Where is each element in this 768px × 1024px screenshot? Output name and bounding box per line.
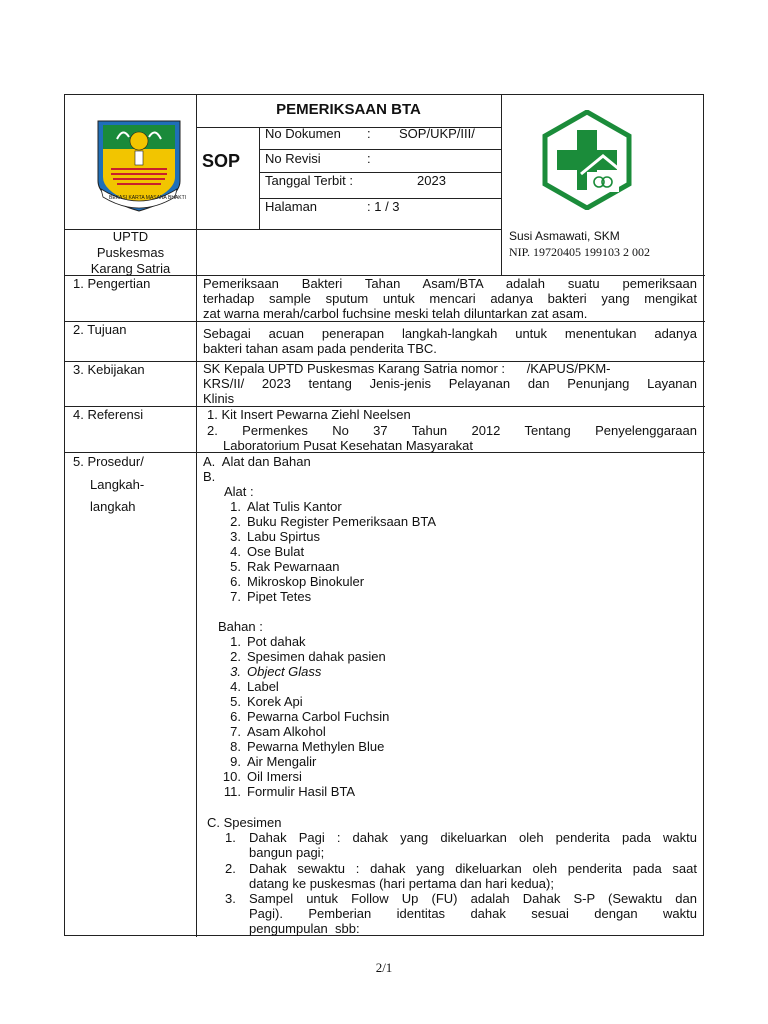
referensi-item-2: 2. Permenkes No 37 Tahun 2012 Tentang Penyelenggaraan xyxy=(207,423,697,438)
list-item: 5. Korek Api xyxy=(230,694,303,709)
tanggal-terbit-label: Tanggal Terbit : xyxy=(265,173,353,188)
bahan-title: Bahan : xyxy=(218,619,263,634)
list-item: 4. Ose Bulat xyxy=(230,544,305,559)
spesimen-number-3: 3. xyxy=(225,891,236,906)
page-number: 2/1 xyxy=(375,960,393,975)
list-item: 7. Asam Alkohol xyxy=(230,724,326,739)
referensi-item-1: 1. Kit Insert Pewarna Ziehl Neelsen xyxy=(207,407,411,422)
puskesmas-logo xyxy=(537,110,637,210)
list-item: 6. Pewarna Carbol Fuchsin xyxy=(230,709,390,724)
bahan-list xyxy=(219,634,619,799)
pengertian-line-3: zat warna merah/carbol fuchsine meski telah diluntarkan zat asam. xyxy=(203,306,588,321)
spesimen-3-line-1: Sampel untuk Follow Up (FU) adalah Dahak S-P (Sewaktu dan xyxy=(249,891,697,906)
section-a-heading: A. Alat dan Bahan xyxy=(203,454,311,469)
list-item: 2. Buku Register Pemeriksaan BTA xyxy=(230,514,437,529)
pengertian-line-2: terhadap sample sputum untuk mencari adanya bakteri yang mengikat xyxy=(203,291,697,306)
list-item: 5. Rak Pewarnaan xyxy=(230,559,340,574)
spesimen-number-1: 1. xyxy=(225,830,236,845)
no-revisi-label: No Revisi xyxy=(265,151,321,166)
prosedur-label-2: Langkah- xyxy=(90,477,145,492)
pengertian-label: 1. Pengertian xyxy=(73,276,151,291)
prosedur-label-1: 5. Prosedur/ xyxy=(73,454,144,469)
bekasi-coat-of-arms-logo xyxy=(95,119,185,215)
list-item: 6. Mikroskop Binokuler xyxy=(230,574,365,589)
spesimen-3-line-2: Pagi). Pemberian identitas dahak sesuai dengan waktu xyxy=(249,906,697,921)
kebijakan-line-2: KRS/II/ 2023 tentang Jenis-jenis Pelayanan dan Penunjang Layanan xyxy=(203,376,697,391)
no-dokumen-sep: : xyxy=(367,126,371,141)
spesimen-2-line-2: datang ke puskesmas (hari pertama dan hari kedua); xyxy=(249,876,554,891)
tujuan-label: 2. Tujuan xyxy=(73,322,127,337)
tujuan-line-1: Sebagai acuan penerapan langkah-langkah untuk menentukan adanya xyxy=(203,326,697,341)
alat-list xyxy=(219,499,619,604)
section-b-heading: B. xyxy=(203,469,216,484)
spesimen-1-line-2: bangun pagi; xyxy=(249,845,325,860)
spesimen-1-line-1: Dahak Pagi : dahak yang dikeluarkan oleh penderita pada waktu xyxy=(249,830,697,845)
no-dokumen-value: SOP/UKP/III/ xyxy=(399,126,475,141)
list-item: 10. Oil Imersi xyxy=(222,769,302,784)
no-revisi-sep: : xyxy=(367,151,371,166)
list-item: 3. Object Glass xyxy=(230,664,322,679)
halaman-label: Halaman xyxy=(265,199,318,214)
unit-line-3: Karang Satria xyxy=(90,261,171,276)
tanggal-terbit-value: 2023 xyxy=(417,173,446,188)
unit-line-2: Puskesmas xyxy=(96,245,165,260)
list-item: 8. Pewarna Methylen Blue xyxy=(230,739,385,754)
logo-motto: BEKASI KARTA MASANA BHAKTI xyxy=(109,195,187,201)
prosedur-label-3: langkah xyxy=(90,499,136,514)
pengertian-line-1: Pemeriksaan Bakteri Tahan Asam/BTA adalah suatu pemeriksaan xyxy=(203,276,697,291)
kebijakan-line-1: SK Kepala UPTD Puskesmas Karang Satria nomor : /KAPUS/PKM- xyxy=(203,361,611,376)
alat-title: Alat : xyxy=(224,484,254,499)
referensi-label: 4. Referensi xyxy=(73,407,144,422)
referensi-item-2-cont: Laboratorium Pusat Kesehatan Masyarakat xyxy=(223,438,474,453)
section-c-heading: C. Spesimen xyxy=(207,815,282,830)
tujuan-line-2: bakteri tahan asam pada penderita TBC. xyxy=(203,341,437,356)
document-title: PEMERIKSAAN BTA xyxy=(276,101,421,118)
spesimen-2-line-1: Dahak sewaktu : dahak yang dikeluarkan oleh penderita pada saat xyxy=(249,861,697,876)
sop-label: SOP xyxy=(202,151,241,171)
spesimen-number-2: 2. xyxy=(225,861,236,876)
signer-nip: NIP. 19720405 199103 2 002 xyxy=(509,245,651,259)
spesimen-3-line-3: pengumpulan sbb: xyxy=(249,921,360,936)
no-dokumen-label: No Dokumen xyxy=(265,126,341,141)
signer-name: Susi Asmawati, SKM xyxy=(509,229,620,243)
sop-document xyxy=(64,94,704,936)
halaman-value: : 1 / 3 xyxy=(367,199,400,214)
kebijakan-line-3: Klinis xyxy=(203,391,235,406)
list-item: 4. Label xyxy=(230,679,279,694)
list-item: 7. Pipet Tetes xyxy=(230,589,312,604)
list-item: 11. Formulir Hasil BTA xyxy=(223,784,356,799)
list-item: 3. Labu Spirtus xyxy=(230,529,320,544)
list-item: 1. Pot dahak xyxy=(230,634,306,649)
kebijakan-label: 3. Kebijakan xyxy=(73,362,145,377)
list-item: 9. Air Mengalir xyxy=(230,754,317,769)
list-item: 2. Spesimen dahak pasien xyxy=(230,649,386,664)
list-item: 1. Alat Tulis Kantor xyxy=(230,499,342,514)
unit-line-1: UPTD xyxy=(112,229,149,244)
